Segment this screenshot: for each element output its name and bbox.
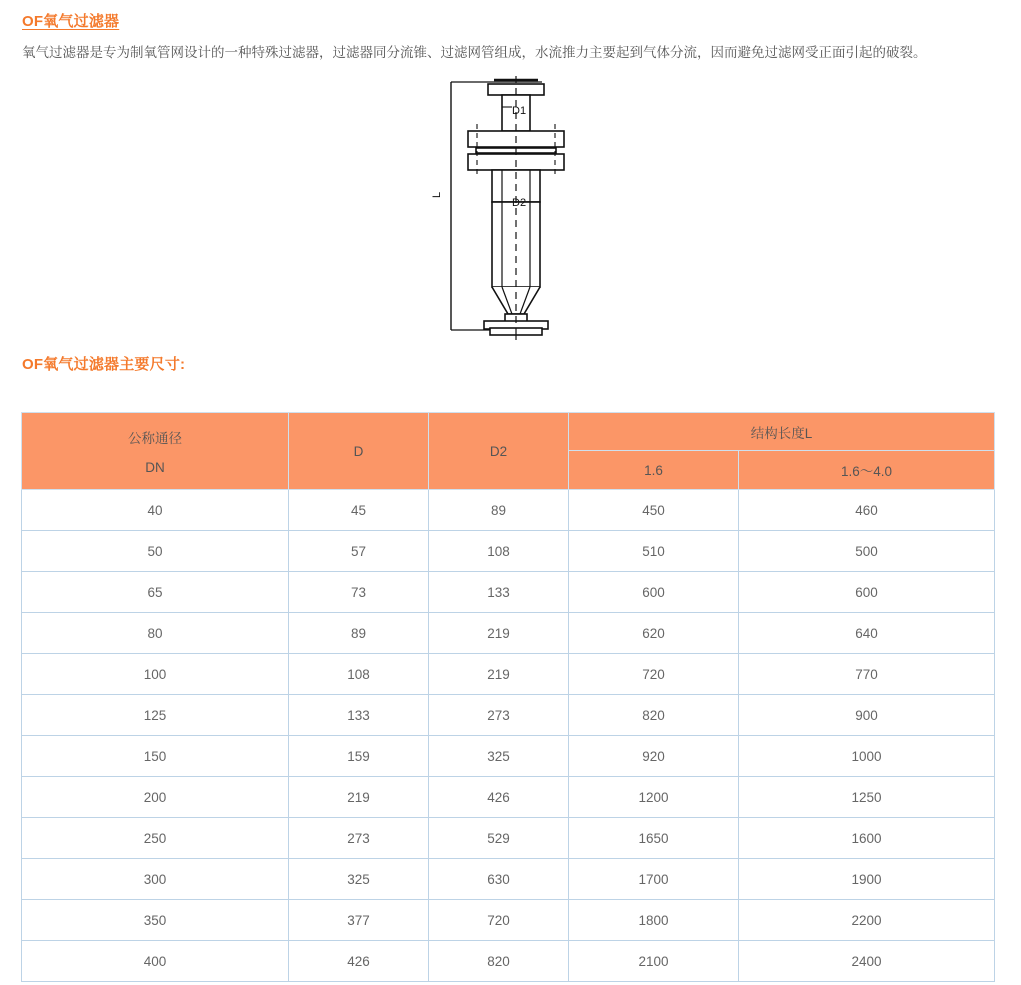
- cell-length-16: 620: [569, 613, 739, 654]
- cell-d2: 820: [429, 941, 569, 982]
- column-header-dn-line2: DN: [145, 460, 165, 475]
- cell-d: 325: [289, 859, 429, 900]
- cell-dn: 350: [22, 900, 289, 941]
- cell-length-16-40: 1250: [739, 777, 995, 818]
- cell-d2: 219: [429, 654, 569, 695]
- cell-length-16-40: 460: [739, 490, 995, 531]
- filter-technical-diagram: [420, 72, 600, 342]
- cell-d: 45: [289, 490, 429, 531]
- cell-d: 219: [289, 777, 429, 818]
- table-header: [22, 413, 995, 490]
- table-row: [22, 859, 995, 900]
- cell-length-16-40: 1000: [739, 736, 995, 777]
- cell-length-16-40: 900: [739, 695, 995, 736]
- table-body: [22, 490, 995, 982]
- table-row: [22, 613, 995, 654]
- cell-dn: 125: [22, 695, 289, 736]
- column-header-length-16-40: 1.6～4.0: [739, 451, 995, 490]
- cell-d: 426: [289, 941, 429, 982]
- table-row: [22, 572, 995, 613]
- cell-d2: 219: [429, 613, 569, 654]
- cell-dn: 100: [22, 654, 289, 695]
- cell-d: 73: [289, 572, 429, 613]
- table-row: [22, 531, 995, 572]
- cell-d2: 108: [429, 531, 569, 572]
- cell-length-16: 1800: [569, 900, 739, 941]
- table-row: [22, 736, 995, 777]
- cell-d: 377: [289, 900, 429, 941]
- diagram-label-l: L: [431, 191, 443, 198]
- cell-length-16: 1700: [569, 859, 739, 900]
- table-row: [22, 941, 995, 982]
- table-row: [22, 695, 995, 736]
- product-description: 氧气过滤器是专为制氧管网设计的一种特殊过滤器，过滤器同分流锥、过滤网管组成，水流推力主要起到气体分流，因而避免过滤网受正面引起的破裂。: [22, 45, 927, 60]
- cell-d: 89: [289, 613, 429, 654]
- table-row: [22, 900, 995, 941]
- cell-dn: 250: [22, 818, 289, 859]
- cell-d2: 89: [429, 490, 569, 531]
- column-header-length-16: 1.6: [569, 451, 739, 490]
- cell-d2: 529: [429, 818, 569, 859]
- cell-dn: 65: [22, 572, 289, 613]
- cell-length-16: 450: [569, 490, 739, 531]
- cell-d: 57: [289, 531, 429, 572]
- cell-d2: 133: [429, 572, 569, 613]
- cell-d2: 630: [429, 859, 569, 900]
- cell-d: 159: [289, 736, 429, 777]
- diagram-label-d1: D1: [512, 105, 527, 117]
- column-header-d: D: [289, 413, 429, 490]
- cell-d: 273: [289, 818, 429, 859]
- cell-length-16: 2100: [569, 941, 739, 982]
- cell-length-16-40: 640: [739, 613, 995, 654]
- cell-dn: 40: [22, 490, 289, 531]
- cell-length-16-40: 500: [739, 531, 995, 572]
- cell-length-16-40: 2200: [739, 900, 995, 941]
- cell-length-16-40: 2400: [739, 941, 995, 982]
- cell-d2: 325: [429, 736, 569, 777]
- filter-drawing-svg: [420, 72, 600, 342]
- dimensions-section-title: OF氧气过滤器主要尺寸:: [22, 356, 186, 373]
- cell-d: 108: [289, 654, 429, 695]
- table-row: [22, 490, 995, 531]
- table-row: [22, 818, 995, 859]
- cell-dn: 300: [22, 859, 289, 900]
- table-header-row-1: [22, 413, 995, 451]
- cell-dn: 80: [22, 613, 289, 654]
- column-header-dn: [22, 413, 289, 490]
- cell-length-16: 820: [569, 695, 739, 736]
- cell-length-16: 720: [569, 654, 739, 695]
- cell-length-16-40: 770: [739, 654, 995, 695]
- cell-length-16: 1200: [569, 777, 739, 818]
- cell-length-16: 510: [569, 531, 739, 572]
- column-header-dn-line1: 公称通径: [128, 431, 182, 446]
- cell-dn: 400: [22, 941, 289, 982]
- table-row: [22, 777, 995, 818]
- cell-length-16: 920: [569, 736, 739, 777]
- cell-dn: 200: [22, 777, 289, 818]
- column-header-d2: D2: [429, 413, 569, 490]
- page-title: OF氧气过滤器: [22, 13, 120, 30]
- cell-d2: 273: [429, 695, 569, 736]
- cell-d2: 720: [429, 900, 569, 941]
- cell-dn: 150: [22, 736, 289, 777]
- cell-length-16-40: 600: [739, 572, 995, 613]
- cell-d2: 426: [429, 777, 569, 818]
- cell-length-16: 1650: [569, 818, 739, 859]
- diagram-label-d2: D2: [512, 197, 527, 209]
- cell-length-16-40: 1600: [739, 818, 995, 859]
- cell-length-16: 600: [569, 572, 739, 613]
- cell-d: 133: [289, 695, 429, 736]
- table-row: [22, 654, 995, 695]
- column-header-length-group: 结构长度L: [569, 413, 995, 451]
- dimensions-table: [21, 412, 995, 982]
- cell-length-16-40: 1900: [739, 859, 995, 900]
- cell-dn: 50: [22, 531, 289, 572]
